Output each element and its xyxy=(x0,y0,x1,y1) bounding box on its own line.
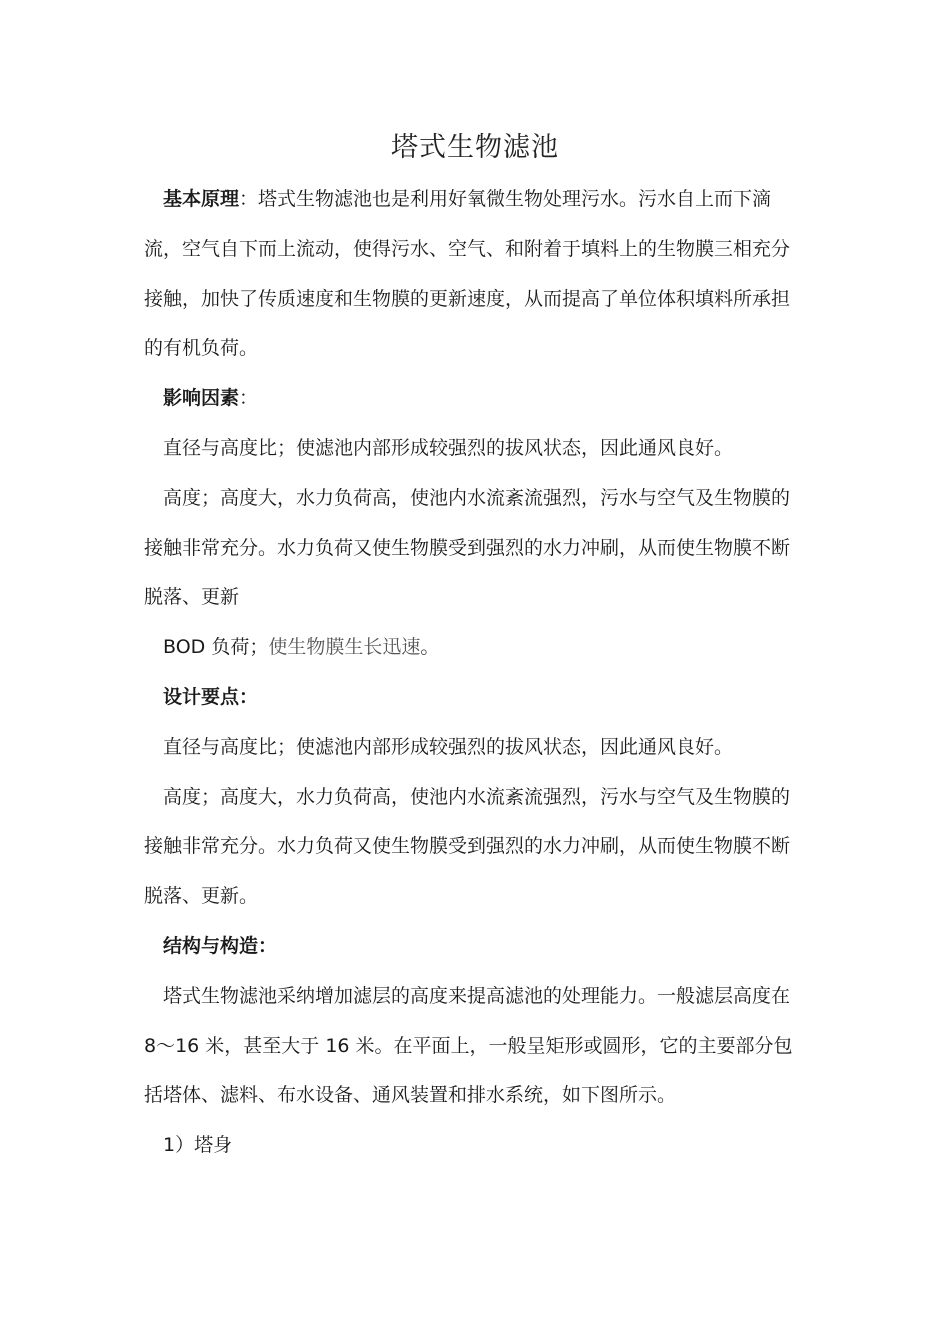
principle-separator: ： xyxy=(239,188,259,210)
principle-label: 基本原理 xyxy=(163,188,240,210)
factors-item-3-text: 使生物膜生长迅速 xyxy=(268,636,421,659)
factors-item-2: 高度；高度大，水力负荷高，使池内水流紊流强烈，污水与空气及生物膜的接触非常充分。水力负荷又使生物膜受到强烈的水力冲刷，从而使生物膜不断脱落、更新 xyxy=(144,486,791,609)
factors-heading-suffix: ： xyxy=(239,387,259,410)
factors-heading: 影响因素 xyxy=(163,387,240,410)
factors-item-3 xyxy=(144,623,808,673)
design-item-2: 高度；高度大，水力负荷高，使池内水流紊流强烈，污水与空气及生物膜的接触非常充分。水力负荷又使生物膜受到强烈的水力冲刷，从而使生物膜不断脱落、更新。 xyxy=(144,785,791,908)
factors-heading-paragraph xyxy=(144,374,808,424)
document-title: 塔式生物滤池 xyxy=(391,132,559,163)
document-body xyxy=(144,175,808,1171)
design-item-1: 直径与高度比；使滤池内部形成较强烈的拔风状态，因此通风良好。 xyxy=(163,735,734,758)
factors-item-3-suffix: 。 xyxy=(420,636,440,659)
principle-text: 塔式生物滤池也是利用好氧微生物处理污水。污水自上而下滴流，空气自下而上流动，使得污水、空气、和附着于填料上的生物膜三相充分接触，加快了传质速度和生物膜的更新速度，从而提高了单位体积填料所承担的有机负荷。 xyxy=(144,188,791,360)
structure-heading: 结构与构造： xyxy=(163,934,278,957)
structure-item-1: 1）塔身 xyxy=(163,1134,233,1157)
factors-item-1: 直径与高度比；使滤池内部形成较强烈的拔风状态，因此通风良好。 xyxy=(163,436,734,459)
design-heading: 设计要点： xyxy=(163,685,259,708)
structure-paragraph: 塔式生物滤池采纳增加滤层的高度来提高滤池的处理能力。一般滤层高度在 8～16 米，甚至大于 16 米。在平面上，一般呈矩形或圆形，它的主要部分包括塔体、滤料、布水设备、通风装置和排水系统，如下图所示。 xyxy=(144,984,793,1107)
factors-item-3-prefix: BOD 负荷； xyxy=(163,636,269,659)
principle-paragraph xyxy=(144,175,808,374)
